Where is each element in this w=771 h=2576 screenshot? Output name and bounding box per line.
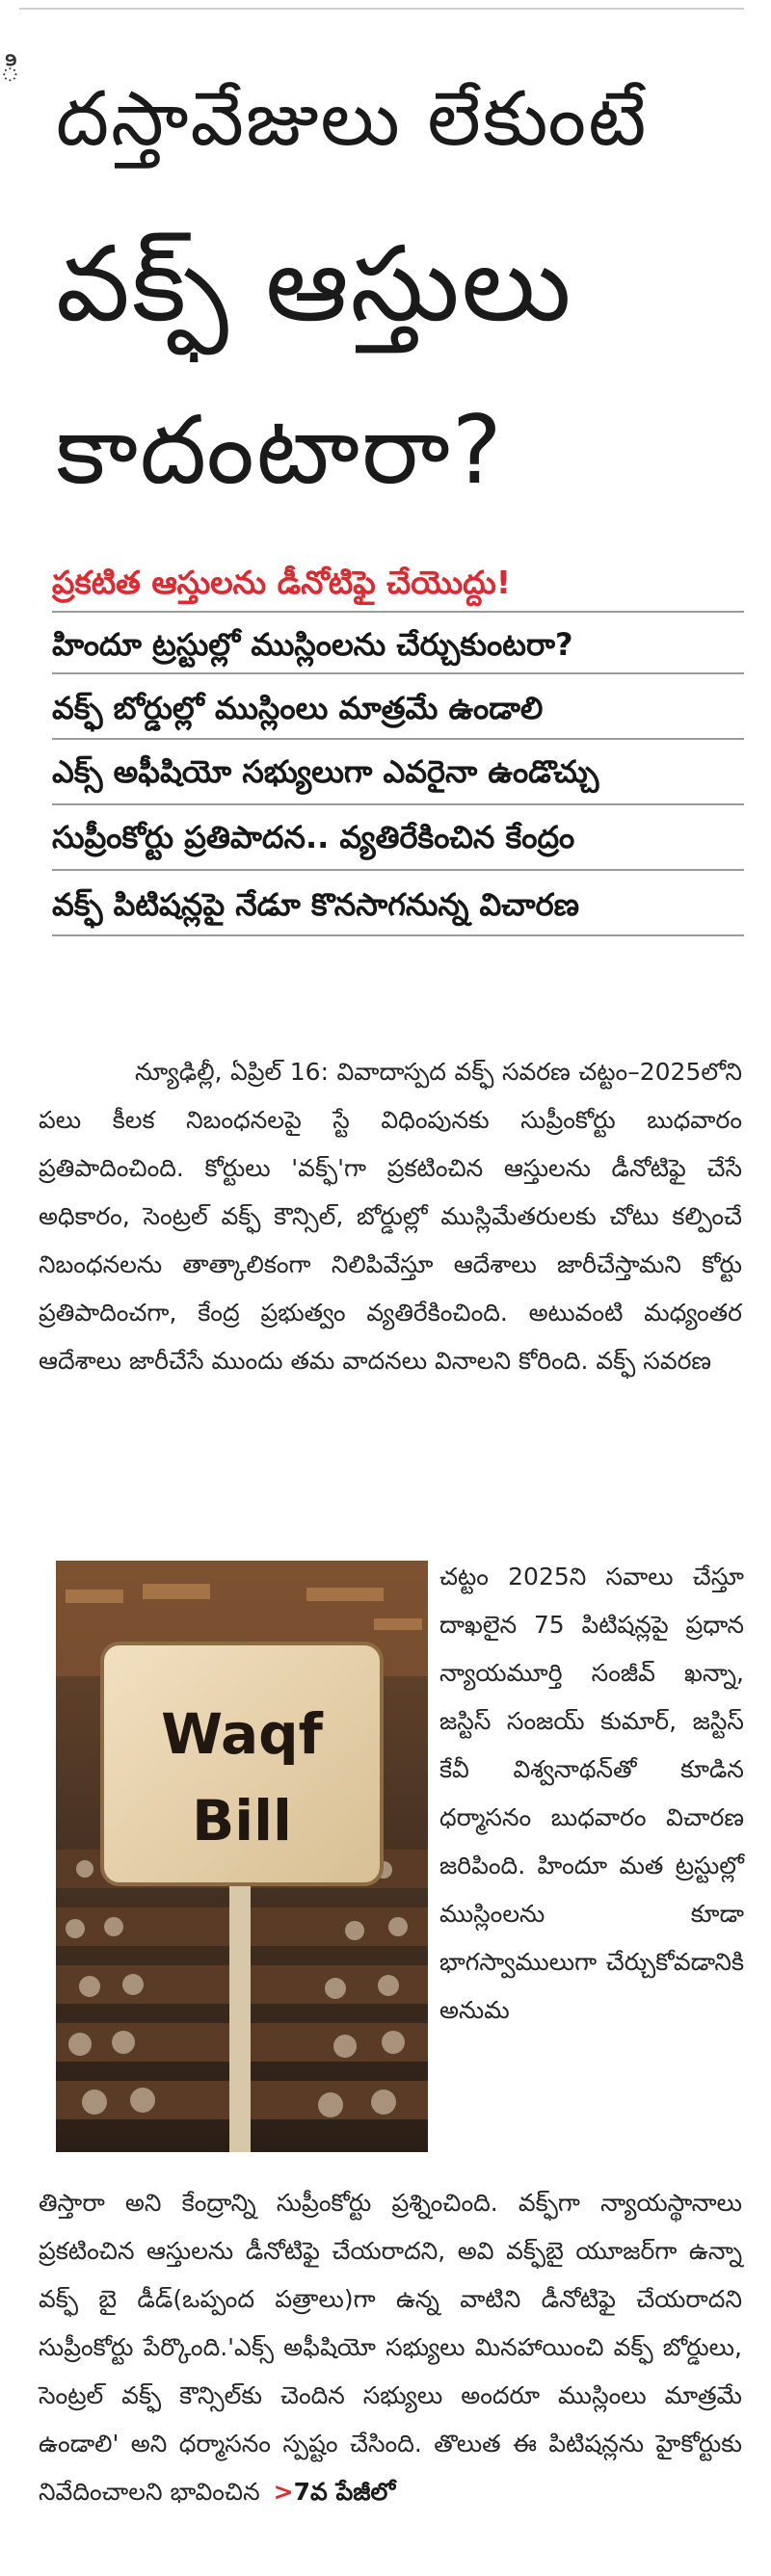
- subhead-divider: [52, 869, 744, 871]
- subhead-divider: [52, 611, 744, 613]
- top-rule: [19, 8, 744, 10]
- subhead-divider: [52, 934, 744, 936]
- subhead-4: సుప్రీంకోర్టు ప్రతిపాదన.. వ్యతిరేకించిన కేంద్రం: [52, 819, 575, 855]
- subhead-3: ఎక్స్ అఫీషియో సభ్యులుగా ఎవరైనా ఉండొచ్చు: [52, 753, 599, 790]
- headline-line-2: వక్ఫ్ ఆస్తులు: [56, 224, 573, 345]
- sign-text-bill: Bill: [192, 1788, 292, 1853]
- chevron-right-icon: >: [273, 2478, 294, 2506]
- headline-line-1: దస్తావేజులు లేకుంటే: [56, 76, 649, 163]
- continued-on-page: [274, 2478, 396, 2506]
- article-paragraph-top: న్యూఢిల్లీ, ఏప్రిల్ 16: వివాదాస్పద వక్ఫ్ సవరణ చట్టం–2025లోని పలు కీలక నిబంధనలపై స్టే విధింపునకు సుప్రీంకోర్టు బుధవారం ప్రతిపాదించింది. కోర్టులు 'వక్ఫ్'గా ప్రకటించిన ఆస్తులను డీనోటిఫై చేసే అధికారం, సెంట్రల్ వక్ఫ్ కౌన్సిల్, బోర్డుల్లో ముస్లిమేతరులకు చోటు కల్పించే నిబంధనలను తాత్కాలికంగా నిలిపివేస్తూ ఆదేశాలు జారీచేస్తామని కోర్టు ప్రతిపాదించగా, కేంద్ర ప్రభుత్వం వ్యతిరేకించింది. అటువంటి మధ్యంతర ఆదేశాలు జారీచేసే ముందు తమ వాదనలు వినాలని కోరింది. వక్ఫ్ సవరణ: [39, 1058, 742, 1375]
- subhead-divider: [52, 803, 744, 805]
- subhead-2: వక్ఫ్ బోర్డుల్లో ముస్లింలు మాత్రమే ఉండాలి: [52, 690, 544, 726]
- article-paragraph-bottom-text: తిస్తారా అని కేంద్రాన్ని సుప్రీంకోర్టు ప్రశ్నించింది. వక్ఫ్‌గా న్యాయస్థానాలు ప్రకటించిన ఆస్తులను డీనోటిఫై చేయరాదని, అవి వక్ఫ్‌బై యూజర్‌గా ఉన్నా వక్ఫ్ బై డీడ్(ఒప్పంద పత్రాలు)గా ఉన్న వాటిని డీనోటిఫై చేయరాదని సుప్రీంకోర్టు పేర్కొంది.'ఎక్స్ అఫీషియో సభ్యులు మినహాయించి వక్ఫ్ బోర్డులు, సెంట్రల్ వక్ఫ్ కౌన్సిల్‌కు చెందిన సభ్యులు అందరూ ముస్లింలు మాత్రమే ఉండాలి' అని ధర్మాసనం స్పష్టం చేసింది. తొలుత ఈ పిటిషన్లను హైకోర్టుకు నివేదించాలని భావించిన: [39, 2189, 742, 2506]
- adjacent-column-fragment: ి: [0, 50, 20, 90]
- article-paragraph-right: చట్టం 2025ని సవాలు చేస్తూ దాఖలైన 75 పిటిషన్లపై ప్రధాన న్యాయమూర్తి సంజీవ్ ఖన్నా, జస్టిస్ సంజయ్ కుమార్, జస్టిస్ కేవీ విశ్వనాథన్‌తో కూడిన ధర్మాసనం బుధవారం విచారణ జరిపింది. హిందూ మత ట్రస్టుల్లో ముస్లింలను కూడా భాగస్వాములుగా చేర్చుకోవడానికి అనుమ: [439, 1563, 744, 2024]
- waqf-bill-illustration: [56, 1561, 428, 2152]
- headline-line-3: కాదంటారా?: [56, 396, 504, 506]
- sign-text-waqf: Waqf: [161, 1701, 323, 1767]
- headline: [56, 37, 731, 534]
- subhead-1: హిందూ ట్రస్టుల్లో ముస్లింలను చేర్చుకుంటరా?: [52, 626, 573, 663]
- subhead-divider: [52, 738, 744, 740]
- subhead-divider: [52, 672, 744, 674]
- waqf-bill-photo: [56, 1561, 428, 2152]
- article-paragraph-bottom: [39, 2179, 742, 2564]
- subhead-red: ప్రకటిత ఆస్తులను డీనోటిఫై చేయొద్దు!: [52, 564, 511, 601]
- continued-label: 7వ పేజీలో: [293, 2478, 396, 2506]
- subhead-5: వక్ఫ్ పిటిషన్లపై నేడూ కొనసాగనున్న విచారణ: [52, 886, 579, 923]
